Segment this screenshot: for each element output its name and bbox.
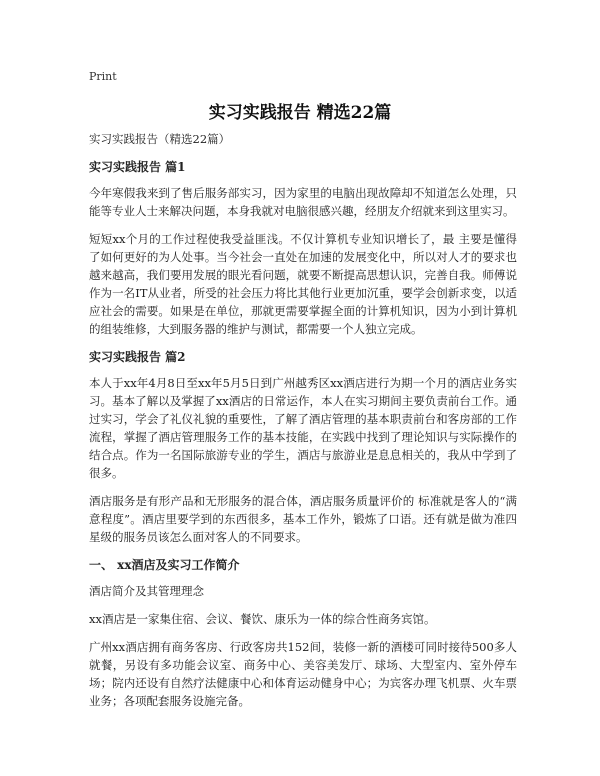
paragraph: 酒店简介及其管理理念 <box>89 584 204 598</box>
section-heading: 实习实践报告 篇2 <box>89 350 186 364</box>
paragraph: 酒店服务是有形产品和无形服务的混合体，酒店服务质量评价的 标准就是客人的“满意程度”。酒店里要学到的东西很多，基本工作外，锻炼了口语。还有就是做为准四星级的服务员该怎么面对客人的不同要求。 <box>89 494 517 544</box>
page-title: 实习实践报告 精选22篇 <box>208 103 392 123</box>
section-heading: 实习实践报告 篇1 <box>89 160 186 174</box>
paragraph: 本人于xx年4月8日至xx年5月5日到广州越秀区xx酒店进行为期一个月的酒店业务实习。基本了解以及掌握了xx酒店的日常运作，本人在实习期间主要负责前台工作。通过实习，学会了礼仪礼貌的重要性，了解了酒店管理的基本职责前台和客房部的工作流程，掌握了酒店管理服务工作的基本技能，在实践中找到了理论知识与实际操作的结合点。作为一名国际旅游专业的学生，酒店与旅游业是息息相关的，我从中学到了很多。 <box>89 376 517 480</box>
paragraph: 广州xx酒店拥有商务客房、行政客房共152间，装修一新的酒楼可同时接待500多人就餐，另设有多功能会议室、商务中心、美容美发厅、球场、大型室内、室外停车场；院内还设有自然疗法健康中心和体育运动健身中心；为宾客办理飞机票、火车票业务；各项配套服务设施完备。 <box>89 640 517 708</box>
document-body <box>89 130 517 720</box>
paragraph: 短短xx个月的工作过程使我受益匪浅。不仅计算机专业知识增长了，最 主要是懂得了如何更好的为人处事。当今社会一直处在加速的发展变化中，所以对人才的要求也越来越高，我们要用发展的眼光看问题，就要不断提高思想认识，完善自我。师傅说作为一名IT从业者，所受的社会压力将比其他行业更加沉重，要学会创新求变，以适应社会的需要。如果是在单位，那就更需要掌握全面的计算机知识，因为小到计算机的组装维修，大到服务器的维护与测试，都需要一个人独立完成。 <box>89 232 517 336</box>
paragraph: 今年寒假我来到了售后服务部实习，因为家里的电脑出现故障却不知道怎么处理，只能等专业人士来解决问题，本身我就对电脑很感兴趣，经朋友介绍就来到这里实习。 <box>89 186 517 218</box>
paragraph: xx酒店是一家集住宿、会议、餐饮、康乐为一体的综合性商务宾馆。 <box>89 612 436 626</box>
print-link[interactable]: Print <box>89 70 117 83</box>
document-subtitle: 实习实践报告（精选22篇） <box>89 132 231 146</box>
section-heading: 一、 xx酒店及实习工作简介 <box>89 558 240 572</box>
